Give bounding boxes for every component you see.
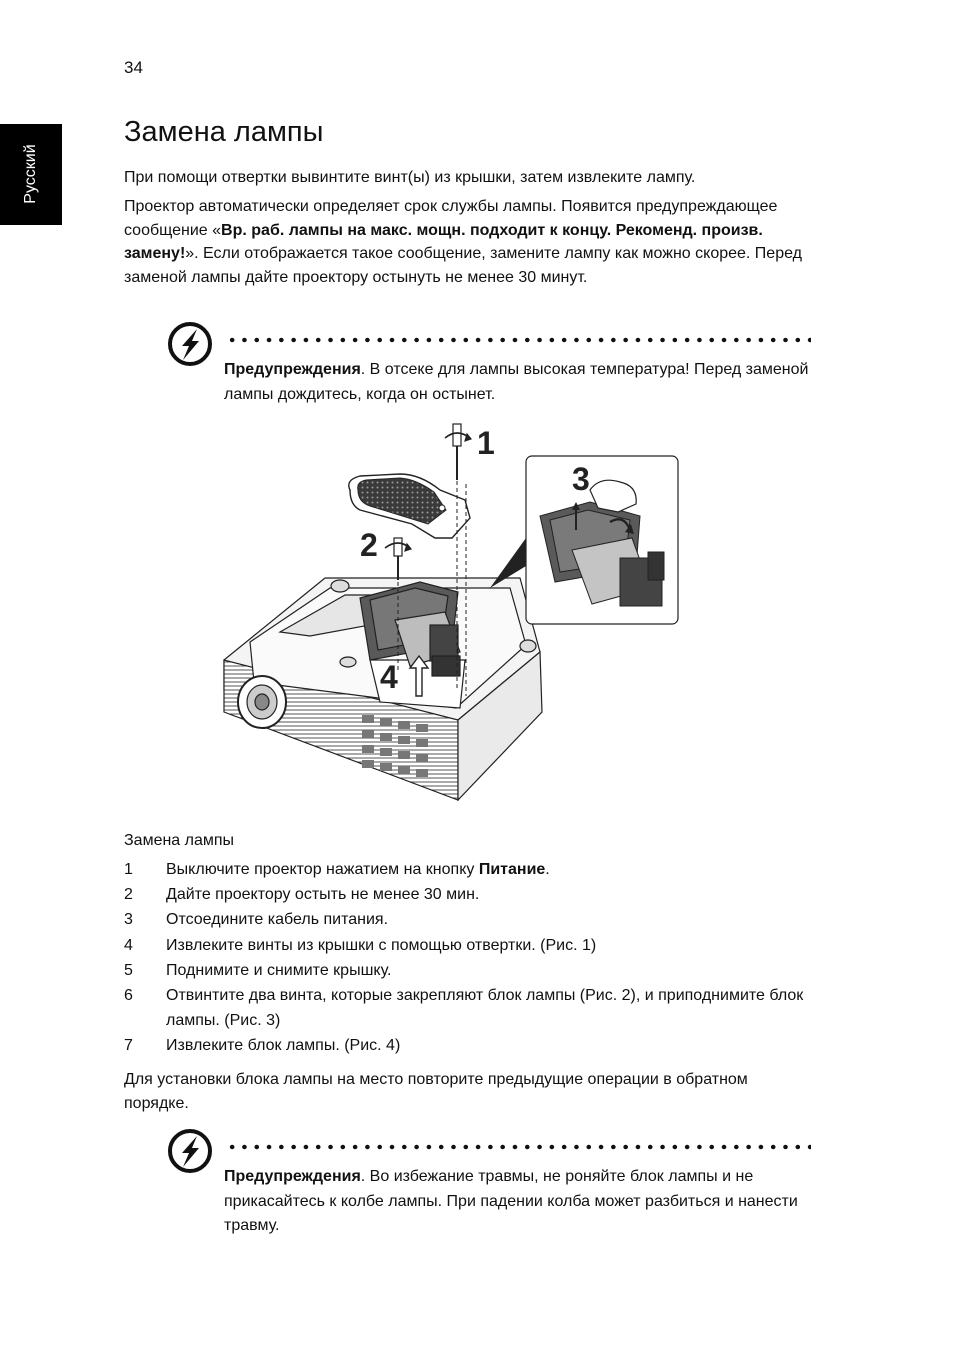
step-number: 7 — [124, 1037, 133, 1055]
step-text: Выключите проектор нажатием на кнопку — [166, 861, 479, 878]
procedure-steps — [124, 857, 814, 1059]
step-item — [124, 907, 814, 932]
step-item — [124, 857, 814, 882]
dotted-separator — [226, 337, 811, 343]
page-title: Замена лампы — [124, 116, 324, 148]
warning-lightning-icon — [166, 320, 214, 368]
step-item — [124, 933, 814, 958]
warning-text-1 — [224, 358, 814, 407]
step-number: 5 — [124, 961, 133, 979]
step-text: Отвинтите два винта, которые закрепляют блок лампы (Рис. 2), и приподнимите блок лампы. (Рис. 3) — [166, 987, 804, 1030]
step-number: 4 — [124, 936, 133, 954]
step-item — [124, 882, 814, 907]
warning-lightning-icon — [166, 1127, 214, 1175]
step-number: 2 — [124, 886, 133, 904]
step-number: 1 — [124, 861, 133, 878]
step-item — [124, 1033, 814, 1058]
language-tab-label: Русский — [22, 144, 39, 204]
step-text: Дайте проектору остыть не менее 30 мин. — [166, 886, 480, 904]
step-item — [124, 958, 814, 983]
warning-label: Предупреждения — [224, 1168, 361, 1185]
warning-body: . В отсеке для лампы высокая температура! Перед заменой лампы дождитесь, когда он остынет. — [224, 361, 809, 403]
detail-inset — [526, 456, 678, 624]
step-text: Отсоедините кабель питания. — [166, 911, 389, 929]
intro-paragraph-1: При помощи отвертки вывинтите винт(ы) из крышки, затем извлеките лампу. — [124, 169, 696, 186]
step-text: Извлеките блок лампы. (Рис. 4) — [166, 1037, 401, 1055]
screwdriver-2 — [385, 538, 411, 580]
figure-label-1: 1 — [477, 425, 495, 461]
step-item — [124, 983, 814, 1033]
page-number: 34 — [124, 58, 143, 77]
warning-body: . Во избежание травмы, не роняйте блок лампы и не прикасайтесь к колбе лампы. При падении колба может разбиться и нанести травму. — [224, 1168, 798, 1234]
language-tab — [0, 124, 62, 225]
warning-label: Предупреждения — [224, 361, 361, 378]
lamp-replacement-figure — [220, 420, 682, 808]
figure-label-4: 4 — [380, 659, 398, 695]
figure-label-3: 3 — [572, 461, 590, 497]
screwdriver-1 — [445, 424, 471, 480]
reinstall-paragraph: Для установки блока лампы на место повторите предыдущие операции в обратном порядке. — [124, 1071, 748, 1112]
step-number: 6 — [124, 987, 133, 1005]
dotted-separator — [226, 1144, 811, 1150]
intro-p2-start: Проектор автоматически определяет срок службы лампы. Появится предупреждающее сообщение « — [124, 198, 778, 239]
warning-text-2 — [224, 1165, 814, 1239]
step-text: Извлеките винты из крышки с помощью отвертки. (Рис. 1) — [166, 936, 597, 954]
step-text-end: . — [545, 861, 550, 878]
step-number: 3 — [124, 911, 133, 929]
procedure-caption: Замена лампы — [124, 832, 235, 849]
intro-paragraph-2 — [124, 195, 814, 289]
lamp-warning-message: Вр. раб. лампы на макс. мощн. подходит к концу. Рекоменд. произв. замену! — [124, 221, 763, 262]
figure-label-2: 2 — [360, 527, 378, 563]
intro-p2-end: ». Если отображается такое сообщение, замените лампу как можно скорее. Перед заменой лампы дайте проектору остынуть не менее 30 минут. — [124, 245, 802, 286]
power-button-label: Питание — [478, 861, 546, 878]
step-text: Поднимите и снимите крышку. — [166, 961, 392, 979]
